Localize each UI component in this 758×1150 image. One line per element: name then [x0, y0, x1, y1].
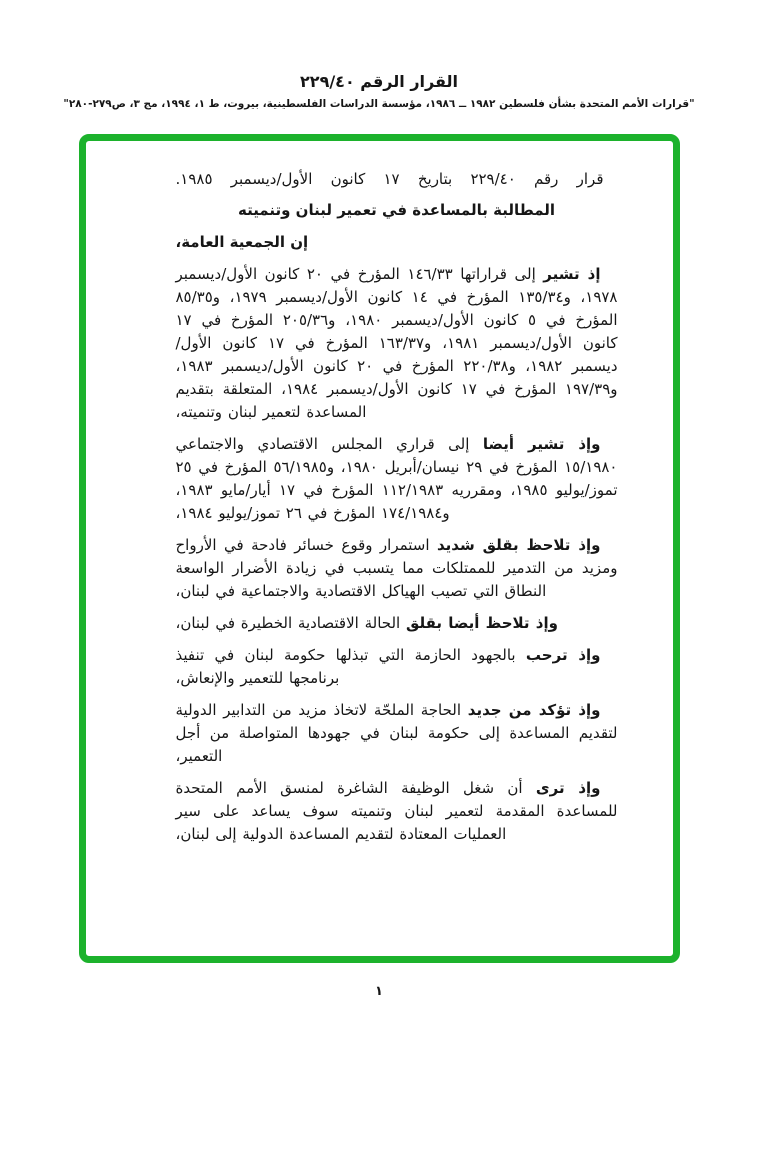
paragraph-lead: وإذ تؤكد من جديد [467, 701, 601, 719]
resolution-subject: المطالبة بالمساعدة في تعمير لبنان وتنميته [237, 201, 556, 219]
resolution-paragraph [176, 433, 618, 525]
resolution-paragraph [176, 263, 618, 424]
source-citation: "قرارات الأمم المتحدة بشأن فلسطين ١٩٨٢ ــ ١٩٨٦، مؤسسة الدراسات الفلسطينية، بيروت، ط ١، ١٩٩٤، مج ٣، ص٢٧٩-٢٨٠" [63, 98, 695, 110]
paragraph-text: استمرار وقوع خسائر فادحة في الأرواح ومزيد من التدمير للممتلكات مما يتسبب في زيادة الأضرار الواسعة النطاق التي تصيب الهياكل الاقتصادية والاجتماعية في لبنان، [175, 536, 618, 600]
paragraph-lead: وإذ ترحب [525, 646, 601, 664]
page-footer [0, 980, 758, 999]
paragraph-text: إلى قراري المجلس الاقتصادي والاجتماعي ١٥/١٩٨٠ المؤرخ في ٢٩ نيسان/أبريل ١٩٨٠، و٥٦/١٩٨٥ المؤرخ في ٢٥ تموز/يوليو ١٩٨٥، ومقرريه ١١٢/١٩٨٣ المؤرخ في ١٧ أيار/مايو ١٩٨٣، و١٧٤/١٩٨٤ المؤرخ في ٢٦ تموز/يوليو ١٩٨٤، [175, 435, 618, 522]
resolution-title: القرار الرقم ٢٢٩/٤٠ [300, 72, 458, 91]
document-page [0, 72, 758, 999]
paragraph-text: بالجهود الحازمة التي تبذلها حكومة لبنان في تنفيذ برنامجها للتعمير والإنعاش، [175, 646, 526, 687]
resolution-date-line: قرار رقم ٢٢٩/٤٠ بتاريخ ١٧ كانون الأول/ديسمبر ١٩٨٥. [175, 170, 604, 188]
paragraph-text: أن شغل الوظيفة الشاغرة لمنسق الأمم المتحدة للمساعدة المقدمة لتعمير لبنان وتنميته سوف يساعد على سير العمليات المعتادة لتقديم المساعدة الدولية إلى لبنان، [175, 779, 618, 843]
resolution-opening: إن الجمعية العامة، [175, 233, 309, 251]
resolution-paragraphs [176, 263, 618, 846]
paragraph-lead: وإذ تشير أيضا [482, 435, 601, 453]
paragraph-lead: وإذ تلاحظ أيضا بقلق [405, 614, 558, 632]
page-number: ١ [375, 984, 383, 999]
paragraph-text: الحاجة الملحّة لاتخاذ مزيد من التدابير الدولية لتقديم المساعدة إلى حكومة لبنان في جهودها المتواصلة من أجل التعمير، [175, 701, 618, 765]
page-header [0, 72, 758, 110]
paragraph-lead: وإذ ترى [535, 779, 601, 797]
resolution-paragraph [176, 534, 618, 603]
resolution-paragraph [176, 644, 618, 690]
resolution-paragraph [176, 699, 618, 768]
paragraph-text: الحالة الاقتصادية الخطيرة في لبنان، [175, 614, 406, 632]
paragraph-lead: وإذ تلاحظ بقلق شديد [436, 536, 601, 554]
paragraph-text: إلى قراراتها ١٤٦/٣٣ المؤرخ في ٢٠ كانون الأول/ديسمبر ١٩٧٨، و١٣٥/٣٤ المؤرخ في ١٤ كانون الأول/ديسمبر ١٩٧٩، و٨٥/٣٥ المؤرخ في ٥ كانون الأول/ديسمبر ١٩٨٠، و٢٠٥/٣٦ المؤرخ في ١٧ كانون الأول/ديسمبر ١٩٨١، و١٦٣/٣٧ المؤرخ في ١٧ كانون الأول/ديسمبر ١٩٨٢، و٢٢٠/٣٨ المؤرخ في ٢٠ كانون الأول/ديسمبر ١٩٨٣، و١٩٧/٣٩ المؤرخ في ١٧ كانون الأول/ديسمبر ١٩٨٤، المتعلقة بتقديم المساعدة لتعمير لبنان وتنميته، [175, 265, 618, 421]
paragraph-lead: إذ تشير [543, 265, 601, 283]
resolution-frame [79, 134, 680, 963]
resolution-paragraph [176, 777, 618, 846]
resolution-paragraph [176, 612, 618, 635]
